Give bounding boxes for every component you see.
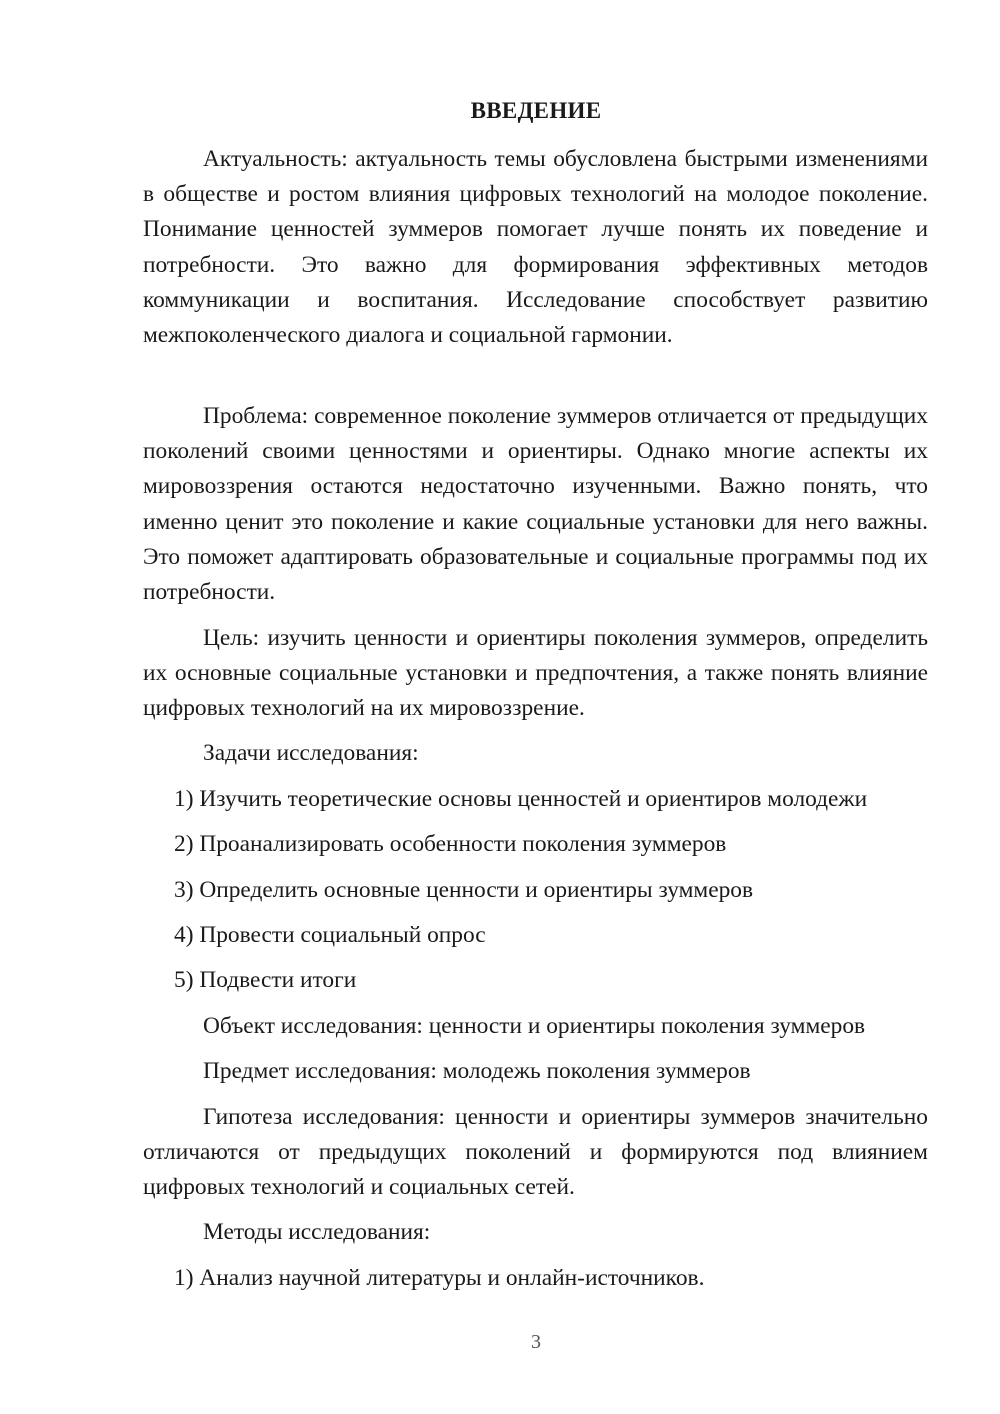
task-item: 4) Провести социальный опрос	[174, 922, 486, 948]
task-item: 2) Проанализировать особенности поколения зуммеров	[174, 831, 727, 857]
task-item: 5) Подвести итоги	[174, 967, 357, 993]
problem-paragraph: Проблема: современное поколение зуммеров отличается от предыдущих поколений своими ценностями и ориентиры. Однако многие аспекты их мировоззрения остаются недостаточно изученными. Важно понять, что именно ценит это поколение и какие социальные установки для него важны. Это поможет адаптировать образовательные и социальные программы под их потребности.	[143, 403, 928, 606]
methods-title: Методы исследования:	[203, 1219, 431, 1245]
goal-paragraph: Цель: изучить ценности и ориентиры поколения зуммеров, определить их основные социальные установки и предпочтения, а также понять влияние цифровых технологий на их мировоззрение.	[143, 625, 928, 722]
page-number: 3	[531, 1331, 541, 1353]
task-item: 3) Определить основные ценности и ориентиры зуммеров	[174, 877, 754, 903]
method-item: 1) Анализ научной литературы и онлайн-источников.	[174, 1265, 705, 1291]
relevance-paragraph: Актуальность: актуальность темы обусловлена быстрыми изменениями в обществе и ростом влияния цифровых технологий на молодое поколение. Понимание ценностей зуммеров помогает лучше понять их поведение и потребности. Это важно для формирования эффективных методов коммуникации и воспитания. Исследование способствует развитию межпоколенческого диалога и социальной гармонии.	[143, 146, 928, 349]
research-object: Объект исследования: ценности и ориентиры поколения зуммеров	[203, 1013, 866, 1039]
section-heading: ВВЕДЕНИЕ	[470, 98, 602, 123]
hypothesis-paragraph: Гипотеза исследования: ценности и ориентиры зуммеров значительно отличаются от предыдущих поколений и формируются под влиянием цифровых технологий и социальных сетей.	[143, 1104, 928, 1201]
tasks-title: Задачи исследования:	[203, 740, 419, 766]
research-subject: Предмет исследования: молодежь поколения зуммеров	[203, 1058, 751, 1084]
task-item: 1) Изучить теоретические основы ценностей и ориентиров молодежи	[174, 786, 868, 812]
